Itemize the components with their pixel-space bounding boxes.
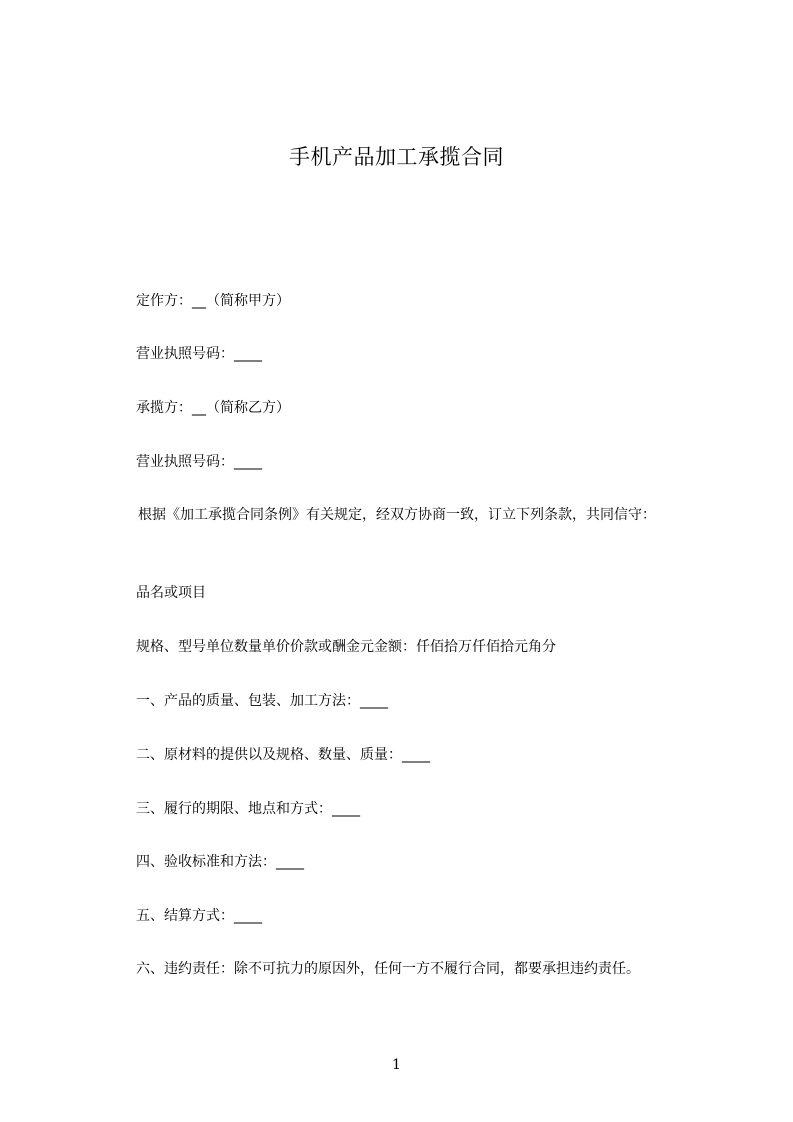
party-a-license-line: 营业执照号码：____	[136, 346, 262, 362]
party-a-line: 定作方：__（简称甲方）	[136, 293, 290, 309]
clause-6: 六、违约责任：除不可抗力的原因外，任何一方不履行合同，都要承担违约责任。	[136, 961, 640, 977]
product-item-line: 品名或项目	[136, 585, 206, 601]
clause-2: 二、原材料的提供以及规格、数量、质量：____	[136, 747, 430, 763]
document-title: 手机产品加工承揽合同	[289, 145, 504, 169]
clause-5: 五、结算方式：____	[136, 908, 262, 924]
clause-4: 四、验收标准和方法：____	[136, 854, 304, 870]
preamble-paragraph: 根据《加工承揽合同条例》有关规定，经双方协商一致，订立下列条款，共同信守：	[138, 507, 656, 523]
clause-1: 一、产品的质量、包装、加工方法：____	[136, 693, 388, 709]
party-b-line: 承揽方：__（简称乙方）	[136, 400, 290, 416]
page-number: 1	[392, 1057, 401, 1073]
clause-3: 三、履行的期限、地点和方式：____	[136, 801, 360, 817]
party-b-license-line: 营业执照号码：____	[136, 454, 262, 470]
spec-amount-line: 规格、型号单位数量单价价款或酬金元金额：仟佰拾万仟佰拾元角分	[136, 639, 556, 655]
